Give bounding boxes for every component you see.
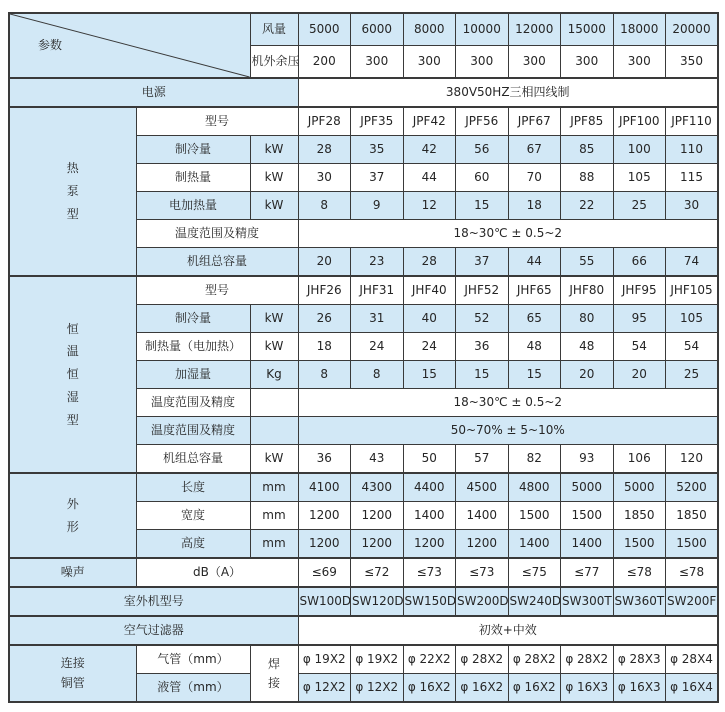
cth-cooling-value: 95 (613, 305, 666, 333)
row-hp-model (9, 107, 718, 136)
row-dim-length (9, 473, 718, 502)
liquid-pipe-value: φ 16X2 (403, 674, 456, 703)
noise-value: ≤78 (666, 558, 719, 587)
hp-temp-range-label: 温度范围及精度 (136, 220, 298, 248)
noise-value: ≤69 (298, 558, 351, 587)
weld-label: 焊接 (250, 645, 298, 702)
dim-length-value: 5000 (613, 473, 666, 502)
airflow-value: 10000 (456, 13, 509, 46)
cth-total-capacity-value: 120 (666, 445, 719, 474)
dim-length-value: 5000 (561, 473, 614, 502)
cth-heating-value: 54 (613, 333, 666, 361)
liquid-pipe-value: φ 12X2 (298, 674, 351, 703)
cth-heating-value: 36 (456, 333, 509, 361)
noise-value: ≤75 (508, 558, 561, 587)
section-copper-pipe-label: 连接铜管 (9, 645, 136, 702)
dim-width-value: 1500 (561, 502, 614, 530)
cth-humidify-value: 20 (561, 361, 614, 389)
hp-cooling-value: 85 (561, 136, 614, 164)
hp-total-capacity-label: 机组总容量 (136, 248, 298, 277)
liquid-pipe-value: φ 16X4 (666, 674, 719, 703)
hp-electric-heat-value: 9 (351, 192, 404, 220)
static-pressure-value: 300 (403, 46, 456, 79)
cth-temp-range-label: 温度范围及精度 (136, 389, 250, 417)
section-const-temp-humidity-label: 恒温恒湿型 (9, 276, 136, 473)
cth-total-capacity-value: 43 (351, 445, 404, 474)
cth-heating-value: 54 (666, 333, 719, 361)
cth-humidify-value: 15 (456, 361, 509, 389)
dim-height-value: 1400 (508, 530, 561, 559)
hp-model-value: JPF67 (508, 107, 561, 136)
corner-label: 参数 (38, 37, 63, 52)
hp-model-value: JPF110 (666, 107, 719, 136)
liquid-pipe-value: φ 16X3 (561, 674, 614, 703)
airflow-value: 6000 (351, 13, 404, 46)
dim-width-value: 1200 (298, 502, 351, 530)
static-pressure-value: 300 (351, 46, 404, 79)
dim-width-value: 1850 (613, 502, 666, 530)
hp-cooling-value: 42 (403, 136, 456, 164)
row-cth-model (9, 276, 718, 305)
hp-electric-heat-value: 22 (561, 192, 614, 220)
hp-heating-value: 70 (508, 164, 561, 192)
outdoor-unit-value: SW120D (351, 587, 404, 616)
airflow-label: 风量 (250, 13, 298, 46)
row-air-filter (9, 616, 718, 645)
row-power (9, 78, 718, 107)
cth-cooling-value: 65 (508, 305, 561, 333)
cth-heating-unit: kW (250, 333, 298, 361)
cth-total-capacity-value: 36 (298, 445, 351, 474)
outdoor-unit-value: SW300T (561, 587, 614, 616)
cth-cooling-value: 26 (298, 305, 351, 333)
static-pressure-label: 机外余压 (250, 46, 298, 79)
cth-total-capacity-value: 82 (508, 445, 561, 474)
hp-total-capacity-value: 37 (456, 248, 509, 277)
outdoor-unit-value: SW200D (456, 587, 509, 616)
outdoor-unit-value: SW100D (298, 587, 351, 616)
outdoor-unit-label: 室外机型号 (9, 587, 298, 616)
hp-heating-value: 30 (298, 164, 351, 192)
cth-total-capacity-unit: kW (250, 445, 298, 474)
cth-model-value: JHF95 (613, 276, 666, 305)
static-pressure-value: 300 (561, 46, 614, 79)
hp-model-label: 型号 (136, 107, 298, 136)
dim-height-value: 1200 (351, 530, 404, 559)
liquid-pipe-value: φ 16X3 (613, 674, 666, 703)
outdoor-unit-value: SW240D (508, 587, 561, 616)
hp-cooling-value: 100 (613, 136, 666, 164)
static-pressure-value: 300 (613, 46, 666, 79)
gas-pipe-value: φ 19X2 (298, 645, 351, 674)
hp-electric-heat-value: 8 (298, 192, 351, 220)
hp-total-capacity-value: 55 (561, 248, 614, 277)
cth-cooling-value: 40 (403, 305, 456, 333)
dim-length-value: 4500 (456, 473, 509, 502)
hp-cooling-value: 35 (351, 136, 404, 164)
cth-model-value: JHF65 (508, 276, 561, 305)
hp-total-capacity-value: 74 (666, 248, 719, 277)
noise-label: 噪声 (9, 558, 136, 587)
liquid-pipe-value: φ 16X2 (508, 674, 561, 703)
hp-electric-heat-value: 12 (403, 192, 456, 220)
gas-pipe-value: φ 28X2 (456, 645, 509, 674)
dim-height-value: 1200 (298, 530, 351, 559)
hp-total-capacity-value: 66 (613, 248, 666, 277)
outdoor-unit-value: SW360T (613, 587, 666, 616)
cth-humidify-value: 20 (613, 361, 666, 389)
airflow-value: 20000 (666, 13, 719, 46)
dim-length-value: 4800 (508, 473, 561, 502)
dim-height-value: 1200 (456, 530, 509, 559)
liquid-pipe-label: 液管（mm） (136, 674, 250, 703)
dim-height-value: 1200 (403, 530, 456, 559)
cth-cooling-value: 80 (561, 305, 614, 333)
dim-length-label: 长度 (136, 473, 250, 502)
cth-total-capacity-value: 50 (403, 445, 456, 474)
cth-model-value: JHF40 (403, 276, 456, 305)
cth-heating-value: 24 (351, 333, 404, 361)
hp-cooling-label: 制冷量 (136, 136, 250, 164)
empty-unit-cell (250, 389, 298, 417)
section-heat-pump-label: 热泵型 (9, 107, 136, 276)
static-pressure-value: 300 (456, 46, 509, 79)
cth-humidify-value: 15 (508, 361, 561, 389)
cth-cooling-label: 制冷量 (136, 305, 250, 333)
dim-length-value: 5200 (666, 473, 719, 502)
cth-model-value: JHF105 (666, 276, 719, 305)
row-gas-pipe (9, 645, 718, 674)
noise-unit: dB（A） (136, 558, 298, 587)
noise-value: ≤73 (456, 558, 509, 587)
airflow-value: 8000 (403, 13, 456, 46)
cth-model-label: 型号 (136, 276, 298, 305)
hp-electric-heat-value: 30 (666, 192, 719, 220)
gas-pipe-value: φ 28X2 (508, 645, 561, 674)
dim-width-value: 1200 (351, 502, 404, 530)
outdoor-unit-value: SW150D (403, 587, 456, 616)
dim-height-unit: mm (250, 530, 298, 559)
hp-heating-value: 44 (403, 164, 456, 192)
gas-pipe-value: φ 22X2 (403, 645, 456, 674)
cth-humidify-unit: Kg (250, 361, 298, 389)
section-dimensions-label: 外形 (9, 473, 136, 558)
hp-cooling-value: 56 (456, 136, 509, 164)
cth-cooling-value: 31 (351, 305, 404, 333)
cth-humidify-label: 加湿量 (136, 361, 250, 389)
cth-model-value: JHF80 (561, 276, 614, 305)
cth-model-value: JHF26 (298, 276, 351, 305)
hp-total-capacity-value: 28 (403, 248, 456, 277)
hp-model-value: JPF56 (456, 107, 509, 136)
dim-width-value: 1850 (666, 502, 719, 530)
cth-humidify-value: 15 (403, 361, 456, 389)
cth-humidity-range-label: 温度范围及精度 (136, 417, 250, 445)
row-noise (9, 558, 718, 587)
cth-heating-value: 48 (508, 333, 561, 361)
static-pressure-value: 300 (508, 46, 561, 79)
cth-humidify-value: 8 (351, 361, 404, 389)
air-filter-label: 空气过滤器 (9, 616, 298, 645)
gas-pipe-value: φ 28X3 (613, 645, 666, 674)
static-pressure-value: 200 (298, 46, 351, 79)
gas-pipe-value: φ 19X2 (351, 645, 404, 674)
hp-model-value: JPF85 (561, 107, 614, 136)
dim-width-label: 宽度 (136, 502, 250, 530)
dim-height-value: 1400 (561, 530, 614, 559)
cth-total-capacity-value: 93 (561, 445, 614, 474)
dim-height-value: 1500 (613, 530, 666, 559)
spec-table (8, 12, 719, 703)
gas-pipe-value: φ 28X4 (666, 645, 719, 674)
dim-width-value: 1500 (508, 502, 561, 530)
cth-humidify-value: 25 (666, 361, 719, 389)
hp-heating-value: 60 (456, 164, 509, 192)
power-value: 380V50HZ三相四线制 (298, 78, 718, 107)
hp-model-value: JPF35 (351, 107, 404, 136)
airflow-value: 5000 (298, 13, 351, 46)
cth-total-capacity-value: 106 (613, 445, 666, 474)
dim-width-unit: mm (250, 502, 298, 530)
cth-heating-label: 制热量（电加热） (136, 333, 250, 361)
cth-model-value: JHF31 (351, 276, 404, 305)
static-pressure-value: 350 (666, 46, 719, 79)
liquid-pipe-value: φ 12X2 (351, 674, 404, 703)
cth-heating-value: 24 (403, 333, 456, 361)
hp-electric-heat-label: 电加热量 (136, 192, 250, 220)
cth-cooling-value: 105 (666, 305, 719, 333)
noise-value: ≤78 (613, 558, 666, 587)
dim-width-value: 1400 (403, 502, 456, 530)
cth-humidity-range-value: 50~70% ± 5~10% (298, 417, 718, 445)
dim-length-value: 4300 (351, 473, 404, 502)
cth-heating-value: 48 (561, 333, 614, 361)
hp-model-value: JPF100 (613, 107, 666, 136)
hp-cooling-value: 67 (508, 136, 561, 164)
noise-value: ≤72 (351, 558, 404, 587)
cth-cooling-value: 52 (456, 305, 509, 333)
row-outdoor-unit (9, 587, 718, 616)
cth-model-value: JHF52 (456, 276, 509, 305)
hp-heating-label: 制热量 (136, 164, 250, 192)
hp-temp-range-value: 18~30℃ ± 0.5~2 (298, 220, 718, 248)
noise-value: ≤77 (561, 558, 614, 587)
hp-total-capacity-value: 20 (298, 248, 351, 277)
outdoor-unit-value: SW200F (666, 587, 719, 616)
gas-pipe-label: 气管（mm） (136, 645, 250, 674)
empty-unit-cell (250, 417, 298, 445)
dim-width-value: 1400 (456, 502, 509, 530)
hp-electric-heat-unit: kW (250, 192, 298, 220)
airflow-value: 18000 (613, 13, 666, 46)
hp-heating-value: 88 (561, 164, 614, 192)
hp-electric-heat-value: 18 (508, 192, 561, 220)
hp-cooling-value: 28 (298, 136, 351, 164)
hp-heating-value: 115 (666, 164, 719, 192)
hp-model-value: JPF42 (403, 107, 456, 136)
hp-cooling-value: 110 (666, 136, 719, 164)
row-airflow (9, 13, 718, 46)
hp-heating-value: 37 (351, 164, 404, 192)
dim-length-value: 4100 (298, 473, 351, 502)
cth-humidify-value: 8 (298, 361, 351, 389)
cth-temp-range-value: 18~30℃ ± 0.5~2 (298, 389, 718, 417)
hp-electric-heat-value: 15 (456, 192, 509, 220)
hp-cooling-unit: kW (250, 136, 298, 164)
dim-length-value: 4400 (403, 473, 456, 502)
cth-heating-value: 18 (298, 333, 351, 361)
dim-height-value: 1500 (666, 530, 719, 559)
dim-length-unit: mm (250, 473, 298, 502)
airflow-value: 12000 (508, 13, 561, 46)
power-label: 电源 (9, 78, 298, 107)
liquid-pipe-value: φ 16X2 (456, 674, 509, 703)
hp-total-capacity-value: 44 (508, 248, 561, 277)
hp-heating-unit: kW (250, 164, 298, 192)
hp-electric-heat-value: 25 (613, 192, 666, 220)
airflow-value: 15000 (561, 13, 614, 46)
dim-height-label: 高度 (136, 530, 250, 559)
hp-model-value: JPF28 (298, 107, 351, 136)
cth-cooling-unit: kW (250, 305, 298, 333)
noise-value: ≤73 (403, 558, 456, 587)
gas-pipe-value: φ 28X2 (561, 645, 614, 674)
cth-total-capacity-value: 57 (456, 445, 509, 474)
air-filter-value: 初效+中效 (298, 616, 718, 645)
corner-cell (9, 13, 250, 78)
hp-total-capacity-value: 23 (351, 248, 404, 277)
hp-heating-value: 105 (613, 164, 666, 192)
cth-total-capacity-label: 机组总容量 (136, 445, 250, 474)
